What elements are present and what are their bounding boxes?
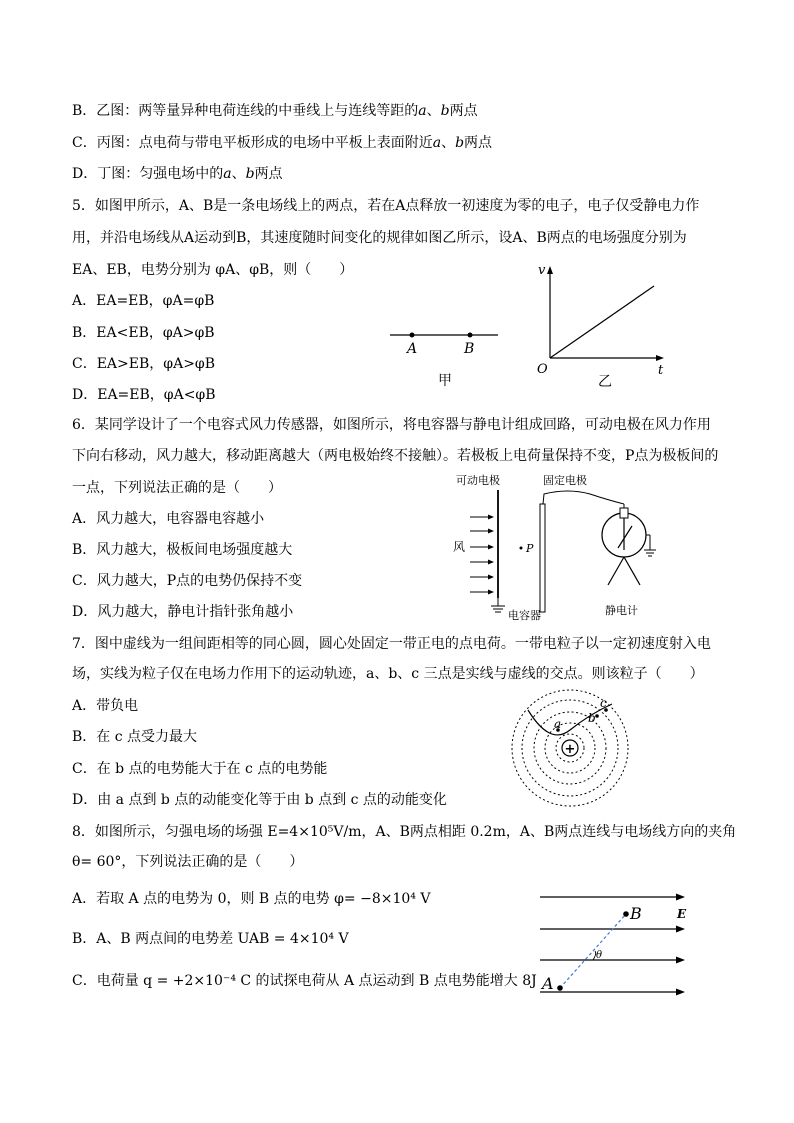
origin-label: O (537, 362, 548, 377)
wind-arrow-center (470, 545, 494, 550)
charge-sign: + (564, 742, 576, 757)
q7-stem-line2: 场，实线为粒子仅在电场力作用下的运动轨迹，a、b、c 三点是实线与虚线的交点。则该粒子（ ） (72, 666, 704, 682)
q6-option-d: D．风力越大，静电计指针张角越小 (72, 604, 294, 620)
field-arrowhead (676, 957, 685, 964)
figure-concentric-circles (510, 690, 630, 810)
label-a: a (554, 717, 562, 731)
q8-option-a: A．若取 A 点的电势为 0，则 B 点的电势 φ= −8×10⁴ V (72, 891, 431, 907)
label-capacitor: 电容器 (508, 609, 541, 622)
field-arrowhead (676, 989, 685, 996)
label-p: P (526, 542, 534, 555)
wind-arrowhead (488, 590, 494, 595)
t-label: t (658, 363, 664, 378)
wind-arrowhead (488, 515, 494, 520)
figure-yi-vt-graph (530, 262, 680, 392)
q7-option-c: C．在 b 点的电势能大于在 c 点的电势能 (72, 761, 328, 777)
point-a (557, 985, 563, 991)
label-a: A (542, 974, 554, 993)
q6-stem-line2: 下向右移动，风力越大，移动距离越大（两电极始终不接触）。若极板上电荷量保持不变，P点为极板间的 (72, 448, 719, 464)
point-b (468, 333, 473, 338)
q7-option-a: A．带负电 (72, 698, 139, 714)
q8-option-c: C．电荷量 q = +2×10⁻⁴ C 的试探电荷从 A 点运动到 B 点电势能增大 8J (72, 973, 537, 989)
figure-jia-field-line (380, 315, 510, 395)
q4-option-b: B．乙图：两等量异种电荷连线的中垂线上与连线等距的a、b两点 (72, 103, 478, 119)
q5-option-d: D．EA=EB，φA<φB (72, 387, 216, 403)
caption-yi: 乙 (598, 374, 612, 390)
caption-jia: 甲 (438, 373, 452, 389)
label-b: B (630, 904, 642, 923)
stand-leg-left (608, 557, 624, 585)
stand-leg-right (624, 557, 640, 585)
label-a: A (407, 341, 418, 357)
wind-arrowhead (488, 545, 494, 550)
point-b (623, 911, 629, 917)
label-c: c (600, 696, 607, 710)
q7-stem-line1: 7．图中虚线为一组间距相等的同心圆，圆心处固定一带正电的点电荷。一带电粒子以一定初速度射入电 (72, 636, 711, 652)
label-fixed-electrode: 固定电极 (543, 474, 587, 487)
q8-option-b: B．A、B 两点间的电势差 UAB = 4×10⁴ V (72, 931, 349, 947)
wind-arrowhead (488, 575, 494, 580)
field-lines (540, 894, 685, 996)
wind-arrowhead (488, 529, 494, 534)
connecting-wire (543, 491, 624, 504)
q4-option-c: C．丙图：点电荷与带电平板形成的电场中平板上表面附近a、b两点 (72, 135, 493, 151)
label-b: b (588, 711, 596, 725)
wind-arrowhead (488, 560, 494, 565)
label-theta: θ (596, 950, 603, 961)
figure-capacitor-sensor (448, 470, 663, 625)
q5-option-a: A．EA=EB，φA=φB (72, 293, 215, 309)
segment-ab (560, 914, 626, 988)
point-p (520, 547, 523, 550)
q5-stem-line1: 5．如图甲所示，A、B是一条电场线上的两点，若在A点释放一初速度为零的电子，电子仅受静电力作 (72, 198, 700, 214)
t-axis-arrow (656, 355, 664, 361)
q6-stem-line1: 6．某同学设计了一个电容式风力传感器，如图所示，将电容器与静电计组成回路，可动电极在风力作用 (72, 417, 711, 433)
fixed-plate (540, 504, 545, 612)
label-wind: 风 (453, 540, 466, 554)
q6-stem-line3: 一点，下列说法正确的是（ ） (72, 480, 282, 496)
q5-stem-line3: EA、EB，电势分别为 φA、φB，则（ ） (72, 262, 354, 278)
velocity-line (550, 286, 654, 358)
q7-option-d: D．由 a 点到 b 点的动能变化等于由 b 点到 c 点的动能变化 (72, 792, 447, 808)
field-arrowhead (676, 926, 685, 933)
label-b: B (464, 341, 475, 357)
point-b (595, 714, 599, 718)
q5-stem-line2: 用，并沿电场线从A运动到B，其速度随时间变化的规律如图乙所示，设A、B两点的电场强度分别为 (72, 230, 687, 246)
label-electrometer: 静电计 (605, 604, 638, 617)
v-axis-arrow (547, 266, 553, 274)
q6-option-a: A．风力越大，电容器电容越小 (72, 511, 265, 527)
figure-uniform-field (535, 885, 695, 1005)
q5-option-c: C．EA>EB，φA>φB (72, 356, 216, 372)
q4-option-d: D．丁图：匀强电场中的a、b两点 (72, 166, 283, 182)
q5-option-b: B．EA<EB，φA>φB (72, 325, 215, 341)
q7-option-b: B．在 c 点受力最大 (72, 729, 198, 745)
q8-stem-line2: θ= 60°，下列说法正确的是（ ） (72, 854, 304, 870)
point-a (410, 333, 415, 338)
field-arrowhead (676, 894, 685, 901)
label-movable-electrode: 可动电极 (456, 474, 500, 487)
v-label: v (538, 263, 546, 278)
q6-option-b: B．风力越大，极板间电场强度越大 (72, 542, 293, 558)
electrometer-terminal (620, 508, 628, 518)
label-e: E (677, 907, 687, 921)
wind-arrows (470, 515, 494, 595)
q6-option-c: C．风力越大，P点的电势仍保持不变 (72, 573, 303, 589)
q8-stem-line1: 8．如图所示，匀强电场的场强 E=4×10⁵V/m，A、B两点相距 0.2m，A、B两点连线与电场线方向的夹角 (72, 824, 737, 840)
